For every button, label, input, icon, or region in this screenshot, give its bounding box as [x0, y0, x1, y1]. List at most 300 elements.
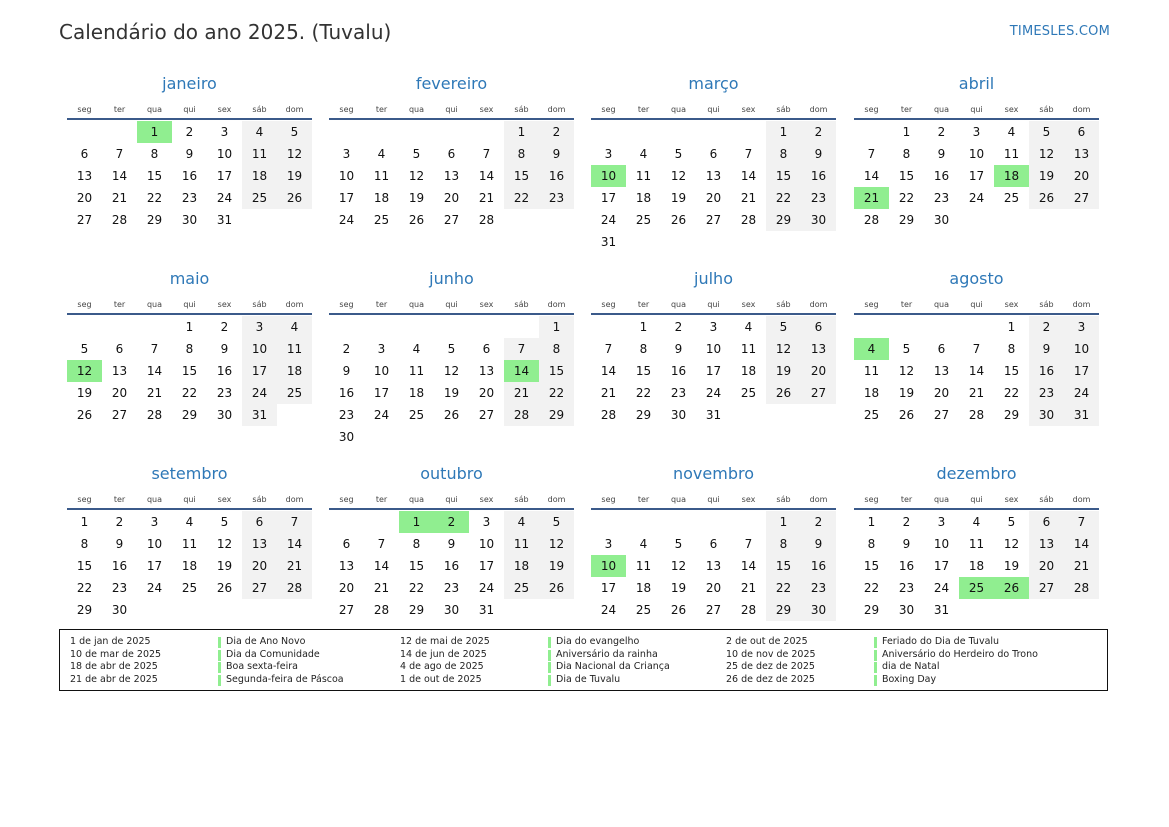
day-cell: 31 [478, 603, 495, 617]
day-cell: 19 [539, 555, 574, 577]
day-cell: 28 [600, 408, 617, 422]
day-cell: 13 [801, 338, 836, 360]
day-cell: 24 [338, 213, 355, 227]
day-cell: 21 [968, 386, 985, 400]
day-cell: 26 [443, 408, 460, 422]
legend-marker [874, 650, 877, 661]
day-cell: 11 [740, 342, 757, 356]
legend-holiday-name: Feriado do Dia de Tuvalu [882, 636, 1000, 647]
day-cell: 9 [937, 147, 946, 161]
day-cell: 15 [76, 559, 93, 573]
day-cell: 7 [482, 147, 491, 161]
weekday-label: ter [113, 105, 126, 114]
day-cell: 16 [111, 559, 128, 573]
month-name: março [688, 74, 739, 93]
weekday-label: sáb [252, 495, 267, 504]
weekday-label: sáb [252, 300, 267, 309]
day-cell: 17 [146, 559, 163, 573]
day-cell: 3 [242, 316, 277, 338]
holiday-day-cell: 10 [591, 165, 626, 187]
day-cell: 3 [377, 342, 386, 356]
day-cell: 11 [1003, 147, 1020, 161]
day-cell: 15 [635, 364, 652, 378]
legend-item [716, 661, 1038, 674]
day-cell: 27 [478, 408, 495, 422]
day-cell: 29 [146, 213, 163, 227]
day-cell: 2 [902, 515, 911, 529]
legend-holiday-name: Dia do evangelho [556, 636, 640, 647]
day-cell: 4 [639, 147, 648, 161]
weekday-label: sex [479, 105, 494, 114]
day-cell: 20 [111, 386, 128, 400]
day-cell: 19 [277, 165, 312, 187]
day-cell: 18 [277, 360, 312, 382]
weekday-label: seg [601, 495, 616, 504]
legend-marker [874, 662, 877, 673]
day-cell: 22 [76, 581, 93, 595]
day-cell: 16 [933, 169, 950, 183]
day-cell: 3 [1064, 316, 1099, 338]
day-cell: 27 [705, 603, 722, 617]
day-cell: 27 [801, 382, 836, 404]
day-cell: 7 [744, 537, 753, 551]
day-cell: 9 [674, 342, 683, 356]
day-cell: 14 [863, 169, 880, 183]
day-cell: 10 [968, 147, 985, 161]
day-cell: 20 [242, 555, 277, 577]
legend-marker [218, 650, 221, 661]
weekday-label: dom [547, 105, 566, 114]
day-cell: 2 [115, 515, 124, 529]
day-cell: 25 [373, 213, 390, 227]
calendar-grid [67, 73, 1107, 617]
legend-column [390, 636, 670, 686]
day-cell: 8 [766, 533, 801, 555]
day-cell: 17 [968, 169, 985, 183]
day-cell: 17 [600, 581, 617, 595]
day-cell: 8 [185, 342, 194, 356]
day-cell: 13 [1029, 533, 1064, 555]
day-cell: 28 [146, 408, 163, 422]
day-cell: 6 [1029, 511, 1064, 533]
day-cell: 12 [539, 533, 574, 555]
legend-date: 2 de out de 2025 [726, 636, 808, 647]
day-cell: 15 [181, 364, 198, 378]
day-cell: 29 [539, 404, 574, 426]
day-cell: 8 [150, 147, 159, 161]
day-cell: 24 [705, 386, 722, 400]
weekday-label: qua [933, 300, 950, 309]
day-cell: 9 [539, 143, 574, 165]
weekday-label: ter [113, 495, 126, 504]
day-cell: 13 [338, 559, 355, 573]
weekday-label: sáb [776, 495, 791, 504]
weekday-label: dom [285, 495, 304, 504]
site-link[interactable]: TIMESLES.COM [1009, 24, 1110, 39]
page-title: Calendário do ano 2025. (Tuvalu) [59, 20, 392, 44]
day-cell: 22 [146, 191, 163, 205]
weekday-label: sex [479, 300, 494, 309]
day-cell: 3 [604, 147, 613, 161]
day-cell: 4 [242, 121, 277, 143]
day-cell: 20 [443, 191, 460, 205]
day-cell: 21 [740, 581, 757, 595]
day-cell: 26 [216, 581, 233, 595]
day-cell: 17 [216, 169, 233, 183]
day-cell: 7 [1064, 511, 1099, 533]
day-cell: 24 [216, 191, 233, 205]
day-cell: 28 [863, 213, 880, 227]
day-cell: 20 [1064, 165, 1099, 187]
day-cell: 7 [377, 537, 386, 551]
legend-marker [218, 662, 221, 673]
legend-date: 18 de abr de 2025 [70, 661, 158, 672]
day-cell: 29 [766, 599, 801, 621]
day-cell: 9 [801, 143, 836, 165]
day-cell: 23 [670, 386, 687, 400]
day-cell: 26 [76, 408, 93, 422]
day-cell: 30 [1029, 404, 1064, 426]
day-cell: 24 [600, 213, 617, 227]
day-cell: 22 [863, 581, 880, 595]
day-cell: 28 [478, 213, 495, 227]
weekday-label: ter [375, 105, 388, 114]
legend-marker [218, 675, 221, 686]
day-cell: 8 [504, 143, 539, 165]
day-cell: 2 [801, 511, 836, 533]
day-cell: 1 [766, 121, 801, 143]
day-cell: 5 [277, 121, 312, 143]
weekday-label: qua [933, 105, 950, 114]
day-cell: 14 [740, 169, 757, 183]
month-rule [591, 118, 836, 120]
day-cell: 31 [600, 235, 617, 249]
weekday-label: sáb [1039, 495, 1054, 504]
day-cell: 1 [639, 320, 648, 334]
day-cell: 23 [933, 191, 950, 205]
day-cell: 2 [185, 125, 194, 139]
day-cell: 28 [740, 213, 757, 227]
day-cell: 16 [338, 386, 355, 400]
day-cell: 26 [1029, 187, 1064, 209]
weekday-label: qui [183, 105, 196, 114]
day-cell: 25 [740, 386, 757, 400]
day-cell: 15 [766, 555, 801, 577]
legend-marker [218, 637, 221, 648]
day-cell: 5 [220, 515, 229, 529]
day-cell: 19 [1003, 559, 1020, 573]
weekday-label: qui [970, 495, 983, 504]
day-cell: 22 [539, 382, 574, 404]
day-cell: 25 [635, 603, 652, 617]
day-cell: 16 [801, 555, 836, 577]
day-cell: 1 [766, 511, 801, 533]
day-cell: 10 [216, 147, 233, 161]
day-cell: 23 [443, 581, 460, 595]
day-cell: 6 [709, 147, 718, 161]
day-cell: 28 [277, 577, 312, 599]
day-cell: 9 [902, 537, 911, 551]
day-cell: 28 [1064, 577, 1099, 599]
legend-column [60, 636, 344, 686]
legend-date: 10 de mar de 2025 [70, 648, 162, 660]
day-cell: 9 [801, 533, 836, 555]
weekday-label: qua [146, 105, 163, 114]
weekday-label: dom [285, 300, 304, 309]
day-cell: 18 [968, 559, 985, 573]
month-name: dezembro [936, 464, 1017, 483]
weekday-label: dom [1072, 300, 1091, 309]
legend-item [390, 649, 670, 662]
day-cell: 13 [242, 533, 277, 555]
day-cell: 2 [539, 121, 574, 143]
day-cell: 5 [674, 147, 683, 161]
day-cell: 6 [80, 147, 89, 161]
day-cell: 27 [242, 577, 277, 599]
day-cell: 12 [766, 338, 801, 360]
day-cell: 13 [76, 169, 93, 183]
day-cell: 26 [670, 603, 687, 617]
day-cell: 26 [670, 213, 687, 227]
day-cell: 14 [277, 533, 312, 555]
day-cell: 9 [342, 364, 351, 378]
day-cell: 15 [898, 169, 915, 183]
day-cell: 6 [242, 511, 277, 533]
weekday-label: qui [445, 105, 458, 114]
day-cell: 5 [447, 342, 456, 356]
day-cell: 18 [740, 364, 757, 378]
day-cell: 27 [111, 408, 128, 422]
legend-holiday-name: Dia de Ano Novo [226, 636, 306, 647]
day-cell: 30 [898, 603, 915, 617]
day-cell: 25 [635, 213, 652, 227]
month-name: junho [429, 269, 474, 288]
weekday-label: sáb [252, 105, 267, 114]
day-cell: 22 [181, 386, 198, 400]
day-cell: 29 [408, 603, 425, 617]
day-cell: 14 [146, 364, 163, 378]
weekday-label: qua [670, 495, 687, 504]
day-cell: 18 [242, 165, 277, 187]
day-cell: 7 [744, 147, 753, 161]
day-cell: 5 [902, 342, 911, 356]
weekday-label: sex [741, 105, 756, 114]
day-cell: 7 [972, 342, 981, 356]
day-cell: 5 [1029, 121, 1064, 143]
day-cell: 11 [863, 364, 880, 378]
day-cell: 10 [242, 338, 277, 360]
day-cell: 24 [242, 382, 277, 404]
day-cell: 9 [115, 537, 124, 551]
day-cell: 13 [705, 559, 722, 573]
weekday-label: qua [933, 495, 950, 504]
holiday-day-cell: 2 [434, 511, 469, 533]
holiday-day-cell: 10 [591, 555, 626, 577]
day-cell: 25 [277, 382, 312, 404]
day-cell: 23 [181, 191, 198, 205]
day-cell: 26 [766, 382, 801, 404]
weekday-label: seg [864, 495, 879, 504]
day-cell: 4 [1007, 125, 1016, 139]
day-cell: 25 [504, 577, 539, 599]
day-cell: 21 [373, 581, 390, 595]
day-cell: 16 [443, 559, 460, 573]
day-cell: 8 [639, 342, 648, 356]
day-cell: 6 [937, 342, 946, 356]
weekday-label: sex [741, 495, 756, 504]
weekday-label: qui [183, 495, 196, 504]
day-cell: 1 [867, 515, 876, 529]
day-cell: 9 [447, 537, 456, 551]
weekday-label: qui [445, 300, 458, 309]
legend-date: 12 de mai de 2025 [400, 636, 490, 647]
weekday-label: ter [637, 105, 650, 114]
day-cell: 6 [482, 342, 491, 356]
month-rule [329, 313, 574, 315]
day-cell: 20 [76, 191, 93, 205]
holiday-day-cell: 4 [854, 338, 889, 360]
day-cell: 22 [1003, 386, 1020, 400]
weekday-label: ter [900, 105, 913, 114]
weekday-label: qua [146, 300, 163, 309]
day-cell: 2 [1029, 316, 1064, 338]
day-cell: 21 [1064, 555, 1099, 577]
day-cell: 23 [801, 187, 836, 209]
weekday-label: qua [670, 105, 687, 114]
legend-item [390, 674, 670, 687]
day-cell: 19 [76, 386, 93, 400]
day-cell: 12 [1003, 537, 1020, 551]
weekday-label: ter [900, 300, 913, 309]
day-cell: 7 [115, 147, 124, 161]
weekday-label: qui [445, 495, 458, 504]
weekday-label: qui [183, 300, 196, 309]
weekday-label: dom [547, 495, 566, 504]
day-cell: 28 [373, 603, 390, 617]
day-cell: 4 [744, 320, 753, 334]
legend-holiday-name: Boa sexta-feira [226, 661, 298, 672]
day-cell: 25 [1003, 191, 1020, 205]
day-cell: 23 [539, 187, 574, 209]
day-cell: 16 [216, 364, 233, 378]
weekday-label: qui [707, 300, 720, 309]
day-cell: 10 [1064, 338, 1099, 360]
day-cell: 9 [185, 147, 194, 161]
day-cell: 6 [801, 316, 836, 338]
day-cell: 18 [863, 386, 880, 400]
day-cell: 1 [902, 125, 911, 139]
day-cell: 11 [277, 338, 312, 360]
day-cell: 19 [1029, 165, 1064, 187]
day-cell: 27 [338, 603, 355, 617]
month-name: novembro [673, 464, 754, 483]
weekday-label: sáb [776, 300, 791, 309]
day-cell: 4 [639, 537, 648, 551]
day-cell: 3 [150, 515, 159, 529]
month-rule [67, 313, 312, 315]
weekday-label: sáb [776, 105, 791, 114]
day-cell: 10 [146, 537, 163, 551]
day-cell: 23 [801, 577, 836, 599]
day-cell: 29 [181, 408, 198, 422]
day-cell: 22 [504, 187, 539, 209]
weekday-label: sex [217, 495, 232, 504]
day-cell: 10 [373, 364, 390, 378]
weekday-label: sáb [514, 105, 529, 114]
legend-item [390, 636, 670, 649]
day-cell: 19 [408, 191, 425, 205]
legend-marker [548, 637, 551, 648]
legend-marker [548, 675, 551, 686]
day-cell: 3 [342, 147, 351, 161]
day-cell: 31 [1064, 404, 1099, 426]
legend-item [716, 636, 1038, 649]
day-cell: 6 [115, 342, 124, 356]
day-cell: 1 [539, 316, 574, 338]
weekday-label: qui [707, 495, 720, 504]
day-cell: 7 [867, 147, 876, 161]
month-name: outubro [420, 464, 483, 483]
day-cell: 13 [443, 169, 460, 183]
weekday-label: qua [408, 105, 425, 114]
day-cell: 5 [1007, 515, 1016, 529]
holiday-day-cell: 1 [399, 511, 434, 533]
day-cell: 20 [933, 386, 950, 400]
month-name: agosto [949, 269, 1004, 288]
day-cell: 5 [539, 511, 574, 533]
day-cell: 6 [447, 147, 456, 161]
day-cell: 22 [898, 191, 915, 205]
legend-date: 10 de nov de 2025 [726, 648, 816, 660]
day-cell: 30 [216, 408, 233, 422]
legend-marker [548, 650, 551, 661]
legend-item [60, 661, 344, 674]
day-cell: 21 [146, 386, 163, 400]
day-cell: 1 [185, 320, 194, 334]
day-cell: 9 [220, 342, 229, 356]
month-rule [591, 508, 836, 510]
day-cell: 10 [933, 537, 950, 551]
day-cell: 18 [408, 386, 425, 400]
weekday-label: dom [1072, 495, 1091, 504]
day-cell: 30 [443, 603, 460, 617]
day-cell: 6 [1064, 121, 1099, 143]
day-cell: 4 [277, 316, 312, 338]
weekday-label: seg [77, 300, 92, 309]
month-name: maio [169, 269, 210, 288]
holiday-legend [59, 629, 1108, 691]
day-cell: 16 [898, 559, 915, 573]
weekday-label: seg [77, 105, 92, 114]
day-cell: 12 [443, 364, 460, 378]
weekday-label: ter [375, 300, 388, 309]
day-cell: 7 [277, 511, 312, 533]
day-cell: 23 [1029, 382, 1064, 404]
day-cell: 17 [242, 360, 277, 382]
day-cell: 17 [478, 559, 495, 573]
day-cell: 30 [181, 213, 198, 227]
day-cell: 28 [111, 213, 128, 227]
weekday-label: dom [1072, 105, 1091, 114]
day-cell: 27 [933, 408, 950, 422]
day-cell: 27 [705, 213, 722, 227]
weekday-label: dom [285, 105, 304, 114]
day-cell: 8 [412, 537, 421, 551]
weekday-label: qui [707, 105, 720, 114]
day-cell: 4 [504, 511, 539, 533]
weekday-label: qui [970, 105, 983, 114]
weekday-label: ter [900, 495, 913, 504]
